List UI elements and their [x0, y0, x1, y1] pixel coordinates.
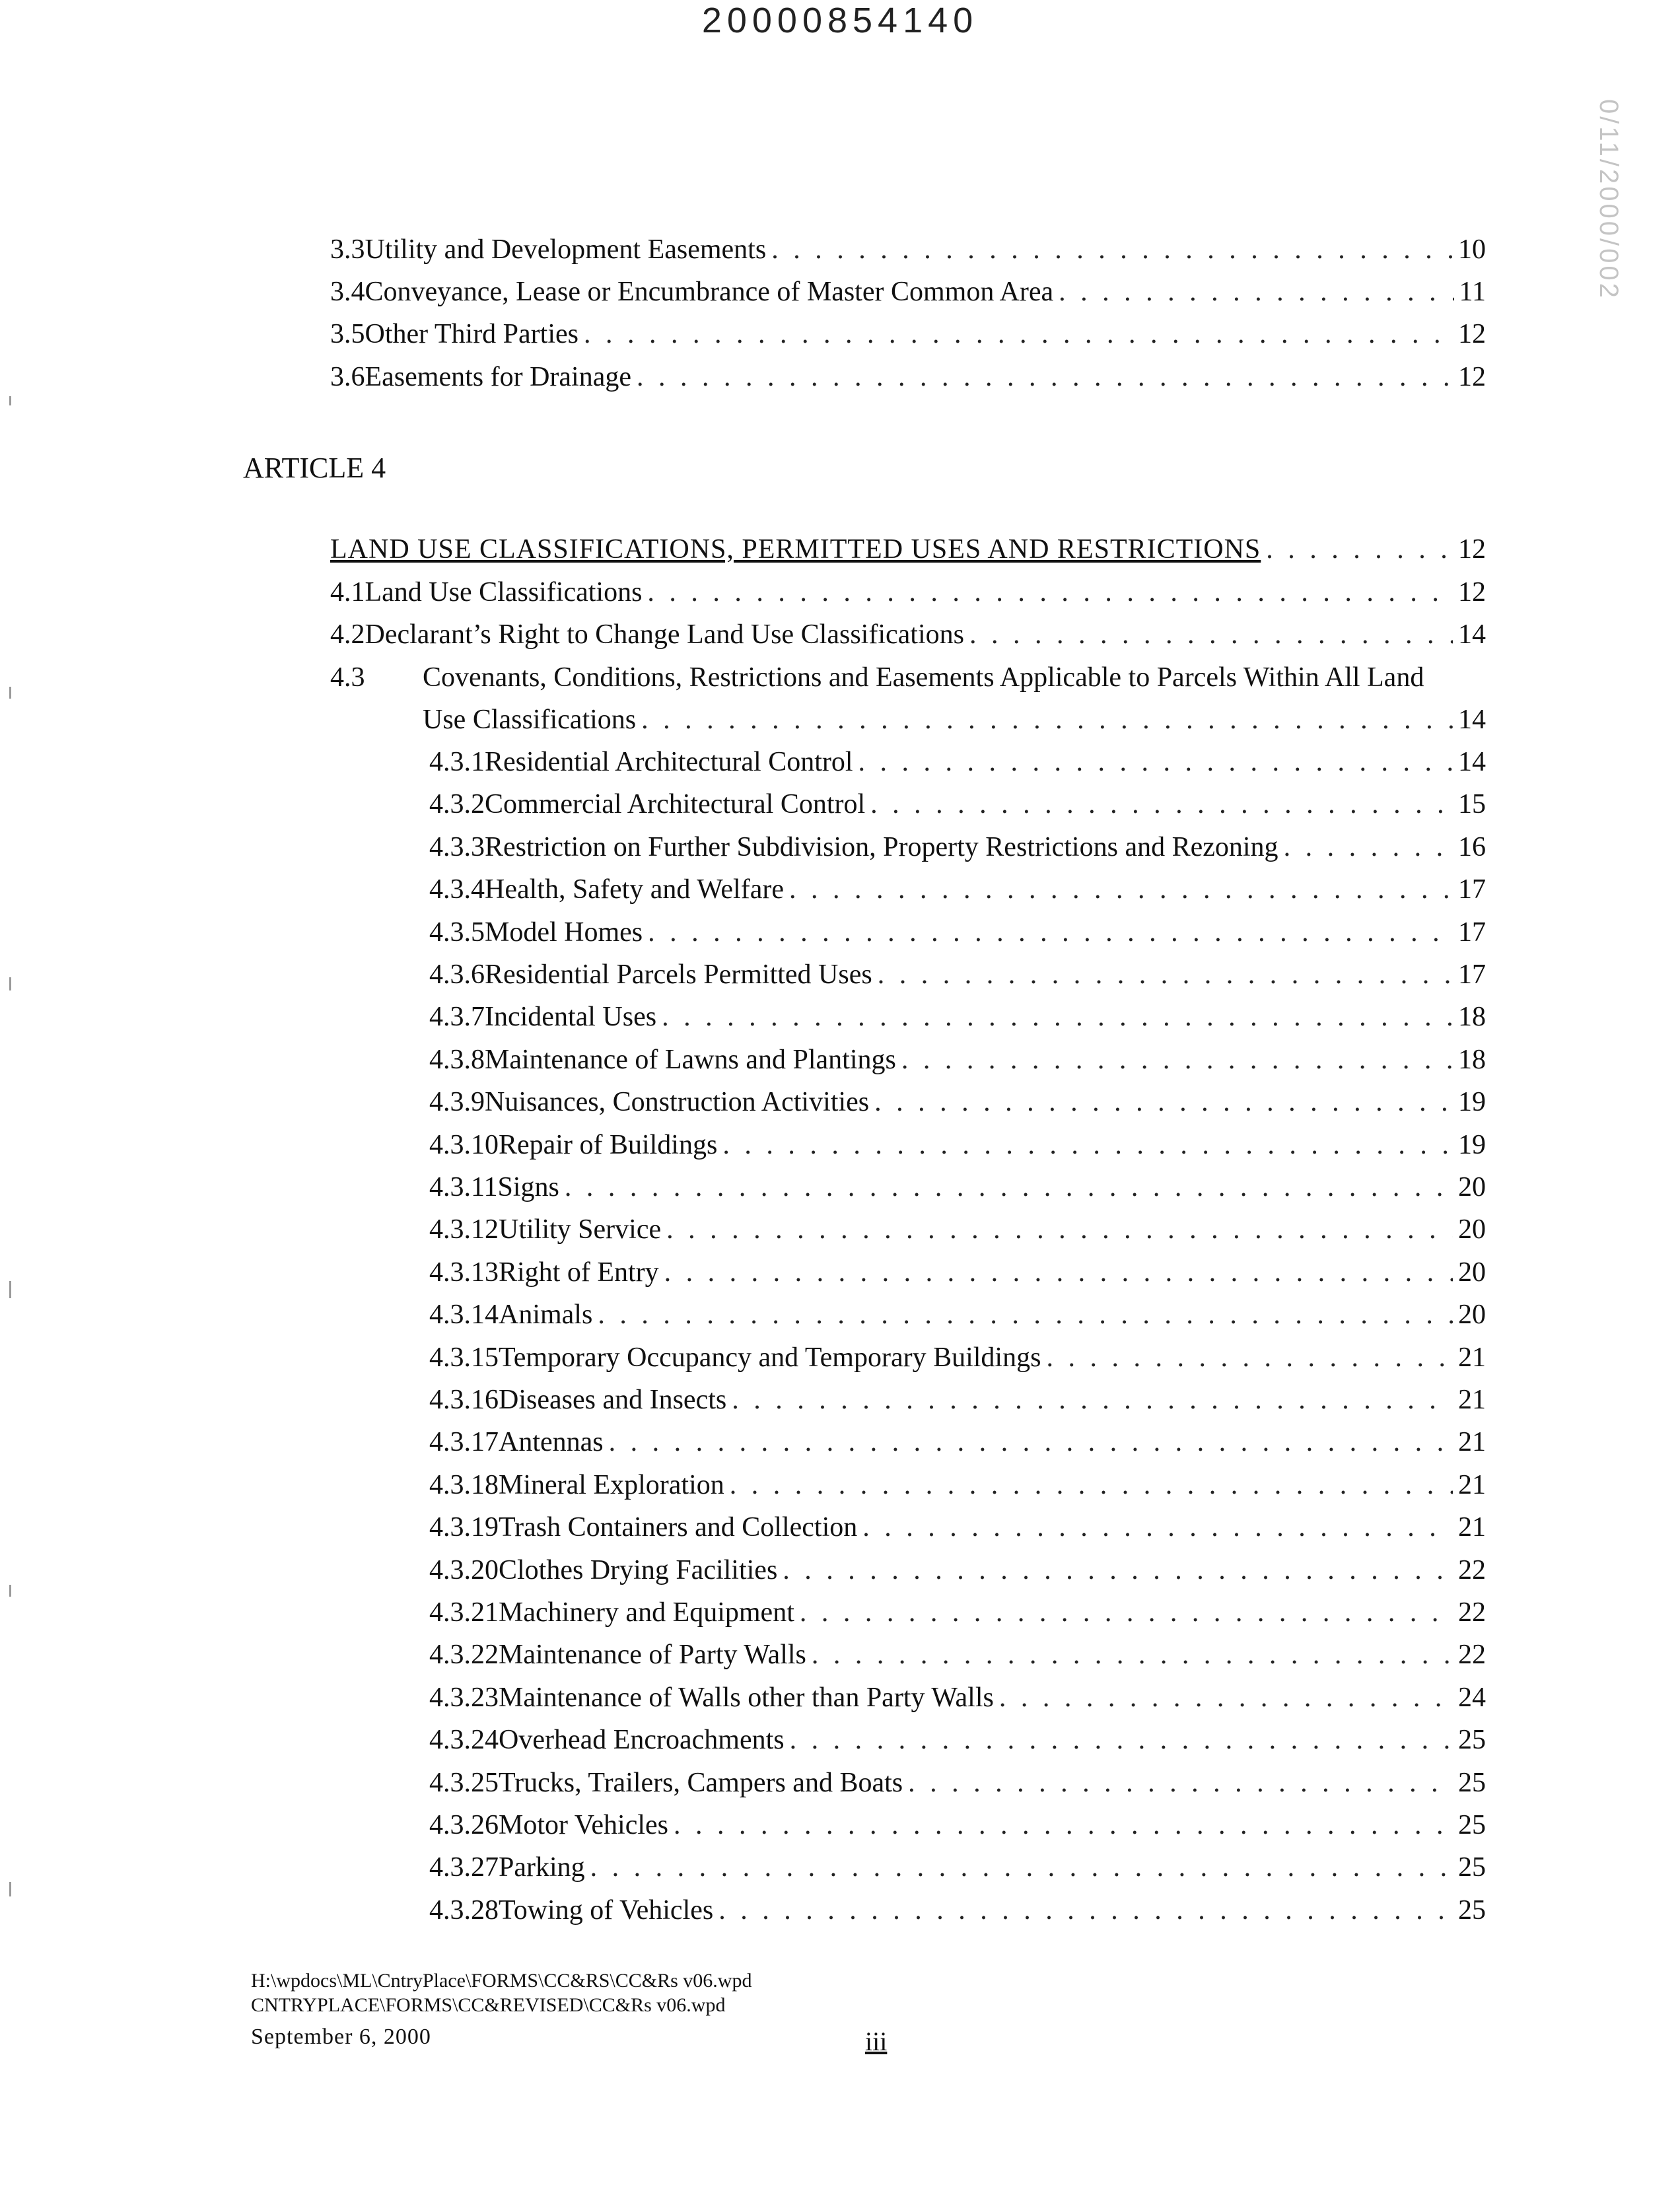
toc-title: Residential Parcels Permitted Uses [485, 959, 872, 990]
toc-page: 12 [1458, 534, 1486, 565]
toc-subentry [330, 1809, 1486, 1852]
dot-leader [662, 1001, 1453, 1033]
toc-entry-wrapped-line1 [330, 662, 1424, 693]
toc-page: 21 [1458, 1470, 1486, 1500]
toc-number: 4.3.27 [429, 1852, 499, 1883]
margin-mark [9, 396, 11, 405]
toc-number: 3.4 [330, 277, 365, 307]
toc-title: Utility Service [499, 1214, 662, 1245]
toc-number: 3.3 [330, 234, 365, 265]
toc-number: 4.3.26 [429, 1810, 499, 1840]
toc-number: 4.3.20 [429, 1555, 499, 1585]
toc-subentry [330, 1342, 1486, 1384]
toc-title: Machinery and Equipment [499, 1597, 794, 1628]
toc-entry [330, 318, 1486, 361]
dot-leader [598, 1299, 1453, 1331]
toc-number: 4.3.14 [429, 1300, 499, 1330]
margin-mark [9, 1882, 11, 1896]
toc-number: 4.3.22 [429, 1640, 499, 1670]
toc-subentry [330, 1639, 1486, 1681]
toc-title-continued: Use Classifications [423, 705, 637, 735]
dot-leader [789, 874, 1453, 905]
toc-number: 4.3.6 [429, 959, 485, 990]
toc-subentry [330, 1511, 1486, 1554]
toc-entry [330, 576, 1486, 619]
toc-page: 22 [1458, 1640, 1486, 1670]
toc-number: 4.3.7 [429, 1002, 485, 1032]
toc-subentry [330, 746, 1486, 788]
toc-title: Declarant’s Right to Change Land Use Classifications [365, 619, 964, 650]
side-stamp: 0/11/2000/002 [1594, 99, 1623, 300]
toc-page: 20 [1458, 1300, 1486, 1330]
toc-page: 14 [1458, 619, 1486, 650]
dot-leader [790, 1724, 1453, 1756]
article-heading: ARTICLE 4 [243, 452, 386, 484]
dot-leader [674, 1809, 1453, 1841]
toc-title: Utility and Development Easements [365, 234, 767, 265]
toc-page: 19 [1458, 1130, 1486, 1160]
toc-title: Residential Architectural Control [485, 747, 853, 777]
toc-page: 12 [1458, 319, 1486, 349]
toc-number: 4.3.4 [429, 874, 485, 905]
margin-mark [9, 1281, 11, 1298]
toc-page: 20 [1458, 1172, 1486, 1202]
toc-title: Commercial Architectural Control [485, 789, 866, 819]
dot-leader [783, 1554, 1453, 1586]
toc-subentry [330, 1257, 1486, 1299]
toc-number: 4.3.2 [429, 789, 485, 819]
dot-leader [722, 1129, 1453, 1161]
toc-title: Clothes Drying Facilities [499, 1555, 778, 1585]
toc-entry [330, 619, 1486, 661]
margin-mark [9, 1585, 11, 1597]
dot-leader [1046, 1342, 1453, 1373]
toc-page: 14 [1458, 747, 1486, 777]
toc-title: Model Homes [485, 917, 643, 948]
document-number: 20000854140 [701, 1, 979, 40]
toc-page: 12 [1458, 362, 1486, 392]
toc-subentry [330, 1469, 1486, 1511]
toc-page: 17 [1458, 917, 1486, 948]
toc-title: Incidental Uses [485, 1002, 657, 1032]
toc-subentry [330, 1724, 1486, 1766]
page-number: iii [865, 2027, 888, 2056]
toc-subentry [330, 1086, 1486, 1128]
toc-number: 4.3.25 [429, 1768, 499, 1798]
toc-title: Conveyance, Lease or Encumbrance of Master Common Area [365, 277, 1054, 307]
toc-subentry [330, 1426, 1486, 1469]
dot-leader [732, 1384, 1453, 1416]
toc-title: Restriction on Further Subdivision, Property Restrictions and Rezoning [485, 832, 1278, 862]
dot-leader [664, 1257, 1453, 1288]
toc-number: 4.3.19 [429, 1512, 499, 1543]
toc-title: Overhead Encroachments [499, 1725, 785, 1755]
toc-entry [330, 361, 1486, 403]
dot-leader [874, 1086, 1453, 1118]
footer-path-2: CNTRYPLACE\FORMS\CC&REVISED\CC&Rs v06.wpd [251, 1994, 726, 2016]
dot-leader [647, 576, 1453, 608]
toc-subentry [330, 788, 1486, 831]
toc-subentry [330, 874, 1486, 916]
dot-leader [718, 1894, 1453, 1926]
toc-subentry [330, 1299, 1486, 1341]
toc-number: 4.3.18 [429, 1470, 499, 1500]
toc-title: Trash Containers and Collection [499, 1512, 858, 1543]
toc-number: 4.3.9 [429, 1087, 485, 1117]
toc-number: 4.3.8 [429, 1045, 485, 1075]
toc-subentry [330, 1001, 1486, 1043]
toc-number: 4.3.23 [429, 1683, 499, 1713]
toc-entry [330, 276, 1486, 318]
toc-page: 21 [1458, 1512, 1486, 1543]
toc-subentry [330, 1044, 1486, 1086]
toc-title: Health, Safety and Welfare [485, 874, 784, 905]
toc-number: 3.5 [330, 319, 365, 349]
toc-subentry [330, 1852, 1486, 1894]
dot-leader [1266, 534, 1453, 565]
toc-number: 4.3.28 [429, 1895, 499, 1926]
toc-page: 11 [1459, 277, 1486, 307]
toc-title: Right of Entry [499, 1257, 659, 1288]
toc-number: 4.2 [330, 619, 365, 650]
toc-page: 19 [1458, 1087, 1486, 1117]
toc-subentry [330, 1214, 1486, 1256]
toc-page: 18 [1458, 1002, 1486, 1032]
toc-page: 22 [1458, 1555, 1486, 1585]
dot-leader [565, 1171, 1453, 1203]
dot-leader [908, 1767, 1453, 1799]
dot-leader [800, 1597, 1453, 1628]
margin-mark [9, 687, 11, 699]
toc-page: 21 [1458, 1385, 1486, 1415]
toc-number: 4.3.11 [429, 1172, 498, 1202]
toc-page: 17 [1458, 874, 1486, 905]
section-heading-title: LAND USE CLASSIFICATIONS, PERMITTED USES AND RESTRICTIONS [330, 534, 1261, 565]
toc-number: 4.3.10 [429, 1130, 499, 1160]
toc-entry-wrapped-line2 [423, 704, 1486, 746]
dot-leader [666, 1214, 1453, 1245]
toc-title: Trucks, Trailers, Campers and Boats [499, 1768, 903, 1798]
toc-subentry [330, 1767, 1486, 1809]
toc-title: Other Third Parties [365, 319, 578, 349]
footer-date: September 6, 2000 [251, 2025, 431, 2049]
toc-page: 22 [1458, 1597, 1486, 1628]
toc-page: 15 [1458, 789, 1486, 819]
toc-title: Temporary Occupancy and Temporary Buildings [499, 1342, 1041, 1373]
dot-leader [969, 619, 1453, 650]
toc-number: 4.3.21 [429, 1597, 499, 1628]
toc-title: Maintenance of Walls other than Party Walls [499, 1683, 994, 1713]
toc-page: 21 [1458, 1427, 1486, 1457]
dot-leader [637, 361, 1453, 393]
toc-number: 4.3 [330, 662, 365, 693]
toc-title: Motor Vehicles [499, 1810, 669, 1840]
toc-title: Signs [497, 1172, 559, 1202]
toc-subentry [330, 1384, 1486, 1426]
margin-mark [9, 977, 11, 990]
toc-number: 4.3.24 [429, 1725, 499, 1755]
dot-leader [648, 917, 1453, 948]
toc-page: 14 [1458, 705, 1486, 735]
toc-title: Maintenance of Lawns and Plantings [485, 1045, 896, 1075]
toc-number: 4.3.5 [429, 917, 485, 948]
toc-subentry [330, 959, 1486, 1001]
toc-subentry [330, 1682, 1486, 1724]
toc-title: Repair of Buildings [499, 1130, 718, 1160]
toc-title: Covenants, Conditions, Restrictions and Easements Applicable to Parcels Within All Land [423, 662, 1424, 693]
dot-leader [730, 1469, 1453, 1501]
toc-title: Diseases and Insects [499, 1385, 727, 1415]
toc-page: 24 [1458, 1683, 1486, 1713]
toc-page: 25 [1458, 1895, 1486, 1926]
toc-title: Animals [499, 1300, 593, 1330]
dot-leader [1059, 276, 1453, 308]
toc-subentry [330, 1597, 1486, 1639]
toc-page: 21 [1458, 1342, 1486, 1373]
toc-page: 10 [1458, 234, 1486, 265]
toc-subentry [330, 1894, 1486, 1937]
toc-title: Maintenance of Party Walls [499, 1640, 806, 1670]
dot-leader [858, 746, 1453, 778]
toc-subentry [330, 1554, 1486, 1597]
toc-subentry [330, 831, 1486, 874]
toc-number: 3.6 [330, 362, 365, 392]
toc-number: 4.3.3 [429, 832, 485, 862]
toc-title: Parking [499, 1852, 585, 1883]
dot-leader [812, 1639, 1453, 1671]
toc-page: 12 [1458, 577, 1486, 608]
toc-subentry [330, 1171, 1486, 1214]
toc-page: 20 [1458, 1214, 1486, 1245]
dot-leader [901, 1044, 1453, 1076]
toc-number: 4.3.15 [429, 1342, 499, 1373]
toc-title: Mineral Exploration [499, 1470, 724, 1500]
dot-leader [584, 318, 1453, 350]
section-heading [330, 534, 1486, 576]
toc-number: 4.3.12 [429, 1214, 499, 1245]
dot-leader [771, 234, 1453, 265]
dot-leader [641, 704, 1453, 736]
toc-number: 4.3.13 [429, 1257, 499, 1288]
dot-leader [878, 959, 1453, 990]
toc-number: 4.1 [330, 577, 365, 608]
toc-page: 25 [1458, 1852, 1486, 1883]
toc-number: 4.3.17 [429, 1427, 499, 1457]
toc-subentry [330, 917, 1486, 959]
dot-leader [999, 1682, 1453, 1714]
toc-number: 4.3.1 [429, 747, 485, 777]
toc-title: Land Use Classifications [365, 577, 643, 608]
toc-page: 16 [1458, 832, 1486, 862]
dot-leader [870, 788, 1453, 820]
toc-subentry [330, 1129, 1486, 1171]
dot-leader [609, 1426, 1453, 1458]
toc-title: Antennas [499, 1427, 604, 1457]
toc-page: 20 [1458, 1257, 1486, 1288]
toc-page: 25 [1458, 1810, 1486, 1840]
toc-title: Towing of Vehicles [499, 1895, 714, 1926]
dot-leader [590, 1852, 1453, 1883]
toc-page: 25 [1458, 1768, 1486, 1798]
toc-page: 25 [1458, 1725, 1486, 1755]
toc-title: Easements for Drainage [365, 362, 631, 392]
toc-number: 4.3.16 [429, 1385, 499, 1415]
dot-leader [862, 1511, 1453, 1543]
footer-path-1: H:\wpdocs\ML\CntryPlace\FORMS\CC&RS\CC&Rs v06.wpd [251, 1970, 752, 1992]
toc-page: 17 [1458, 959, 1486, 990]
toc-page: 18 [1458, 1045, 1486, 1075]
dot-leader [1284, 831, 1453, 863]
toc-title: Nuisances, Construction Activities [485, 1087, 870, 1117]
toc-entry [330, 234, 1486, 276]
